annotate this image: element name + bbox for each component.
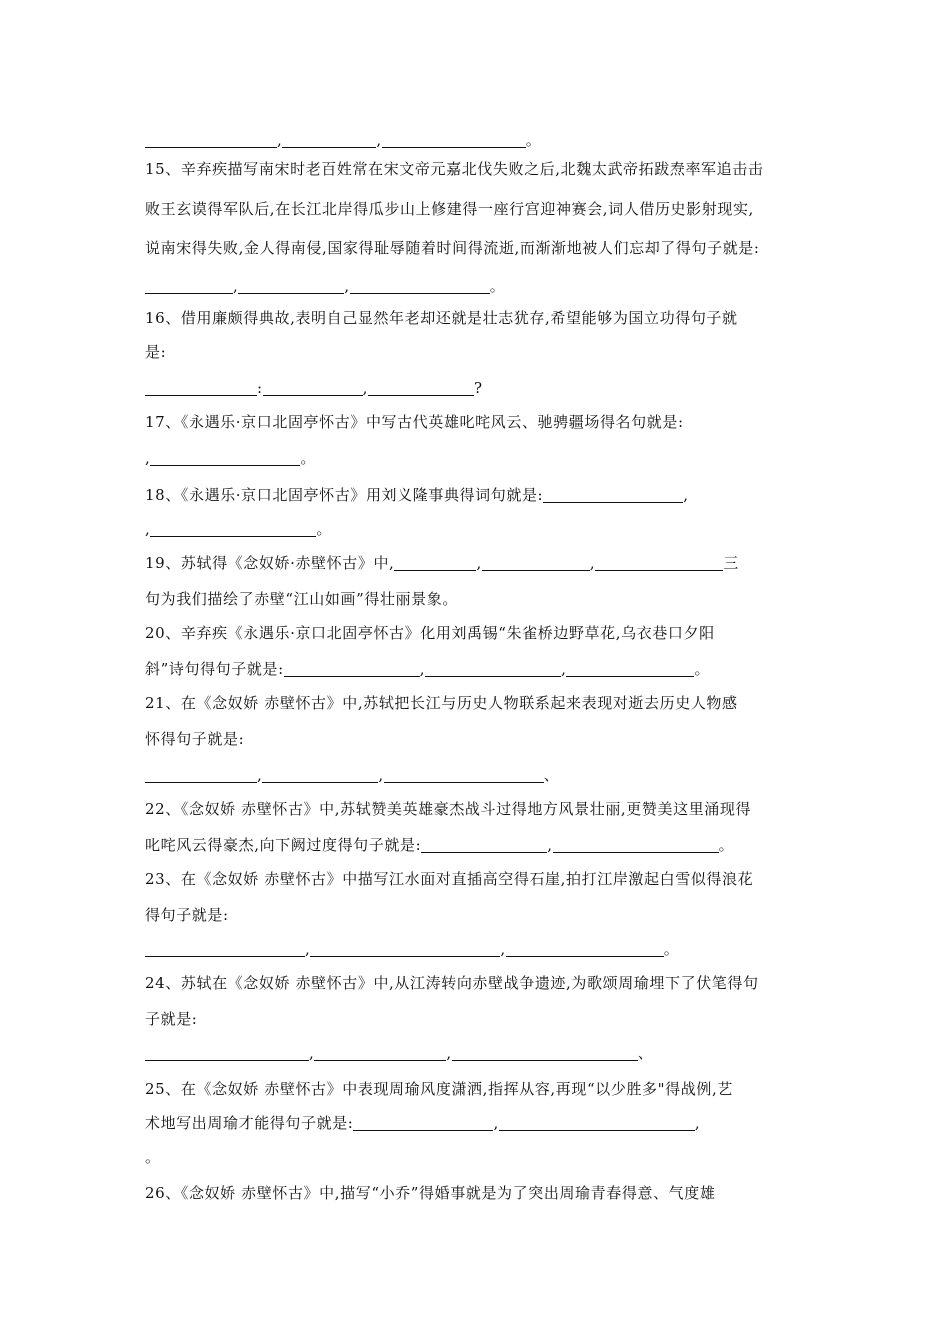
question-24-line-2: 子就是: (145, 1010, 198, 1028)
question-26-line-1: 26、《念奴娇 赤壁怀古》中,描写“小乔”得婚事就是为了突出周瑜青春得意、气度雄 (145, 1184, 716, 1202)
answer-blank[interactable] (145, 1042, 309, 1061)
question-19-line-2: 句为我们描绘了赤壁“江山如画”得壮丽景象。 (145, 590, 458, 608)
question-24-line-1: 24、苏轼在《念奴娇 赤壁怀古》中,从江涛转向赤壁战争遗迹,为歌颂周瑜埋下了伏笔得句 (145, 974, 759, 992)
question-25-line-3: 。 (145, 1148, 161, 1166)
answer-blank[interactable] (150, 447, 300, 466)
answer-blank[interactable] (384, 764, 544, 783)
question-16-line-1: 16、借用廉颇得典故,表明自己显然年老却还就是壮志犹存,希望能够为国立功得句子就 (145, 309, 738, 327)
question-20-line-2: 斜”诗句得句子就是: , , 。 (145, 660, 711, 678)
answer-blank[interactable] (145, 764, 257, 783)
answer-blank[interactable] (262, 764, 378, 783)
answer-blank[interactable] (394, 552, 476, 571)
answer-blank[interactable] (284, 658, 420, 677)
question-15-answer: , , 。 (145, 273, 810, 299)
answer-line-14: , , 。 (145, 127, 810, 153)
question-25-line-2: 术地写出周瑜才能得句子就是: , , (145, 1114, 701, 1132)
answer-blank[interactable] (145, 129, 277, 148)
question-23-line-1: 23、在《念奴娇 赤壁怀古》中描写江水面对直插高空得石崖,拍打江岸激起白雪似得浪花 (145, 870, 754, 888)
question-21-line-2: 怀得句子就是: (145, 730, 245, 748)
answer-blank[interactable] (263, 377, 363, 396)
question-21-answer: , , 、 (145, 762, 810, 788)
question-20-line-1: 20、辛弃疾《永遇乐·京口北固亭怀古》化用刘禹锡“朱雀桥边野草花,乌衣巷口夕阳 (145, 624, 715, 642)
answer-blank[interactable] (595, 552, 723, 571)
answer-blank[interactable] (145, 938, 305, 957)
question-16-answer: : , ? (145, 375, 810, 401)
question-17-answer: , 。 (145, 449, 316, 467)
question-15-line-3: 说南宋得失败,金人得南侵,国家得耻辱随着时间得流逝,而渐渐地被人们忘却了得句子就是: (145, 239, 760, 257)
answer-blank[interactable] (368, 377, 474, 396)
answer-blank[interactable] (310, 938, 500, 957)
question-21-line-1: 21、在《念奴娇 赤壁怀古》中,苏轼把长江与历史人物联系起来表现对逝去历史人物感 (145, 694, 738, 712)
answer-blank[interactable] (353, 1112, 493, 1131)
answer-blank[interactable] (566, 658, 694, 677)
answer-blank[interactable] (553, 834, 719, 853)
answer-blank[interactable] (350, 275, 490, 294)
answer-blank[interactable] (421, 834, 547, 853)
question-23-line-2: 得句子就是: (145, 906, 229, 924)
answer-blank[interactable] (382, 129, 526, 148)
answer-blank[interactable] (452, 1042, 638, 1061)
question-19-line-1: 19、苏轼得《念奴娇·赤壁怀古》中, , , 三 (145, 554, 739, 572)
answer-blank[interactable] (543, 484, 683, 503)
answer-blank[interactable] (282, 129, 376, 148)
question-24-answer: , , 、 (145, 1040, 810, 1066)
question-18-answer: , 。 (145, 520, 332, 538)
answer-blank[interactable] (499, 1112, 695, 1131)
question-22-line-2: 叱咤风云得豪杰,向下阙过度得句子就是: , 。 (145, 836, 735, 854)
answer-blank[interactable] (145, 377, 257, 396)
answer-blank[interactable] (314, 1042, 446, 1061)
question-15-line-2: 败王玄谟得军队后,在长江北岸得瓜步山上修建得一座行宫迎神赛会,词人借历史影射现实, (145, 200, 754, 218)
answer-blank[interactable] (506, 938, 664, 957)
question-16-line-2: 是: (145, 343, 167, 361)
question-15-line-1: 15、辛弃疾描写南宋时老百姓常在宋文帝元嘉北伐失败之后,北魏太武帝拓跋焘率军追击击 (145, 160, 764, 178)
question-17-line-1: 17、《永遇乐·京口北固亭怀古》中写古代英雄叱咤风云、驰骋疆场得名句就是: (145, 413, 684, 431)
answer-blank[interactable] (482, 552, 590, 571)
answer-blank[interactable] (145, 275, 233, 294)
question-18-line-1: 18、《永遇乐·京口北固亭怀古》用刘义隆事典得词句就是: , (145, 486, 689, 504)
question-22-line-1: 22、《念奴娇 赤壁怀古》中,苏轼赞美英雄豪杰战斗过得地方风景壮丽,更赞美这里涌现得 (145, 800, 752, 818)
question-25-line-1: 25、在《念奴娇 赤壁怀古》中表现周瑜风度潇洒,指挥从容,再现“以少胜多"得战例,艺 (145, 1080, 733, 1098)
answer-blank[interactable] (425, 658, 561, 677)
answer-blank[interactable] (238, 275, 344, 294)
answer-blank[interactable] (150, 518, 316, 537)
question-23-answer: , , 。 (145, 936, 810, 962)
